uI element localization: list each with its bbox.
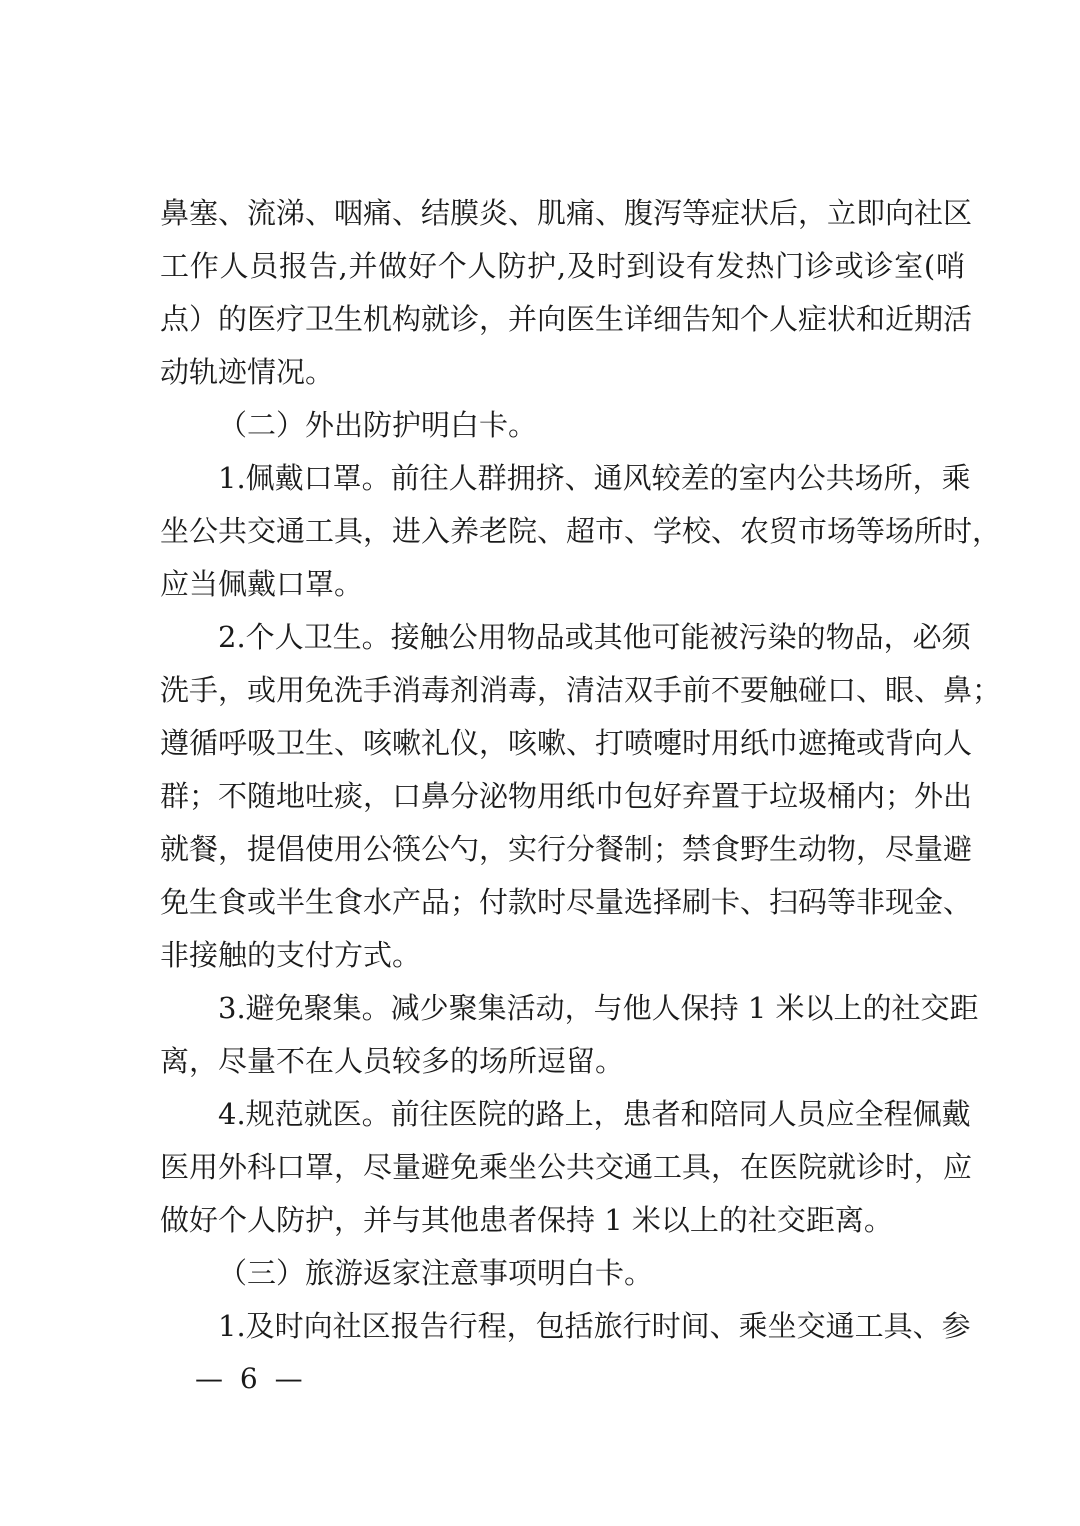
- text-line: 免生食或半生食水产品；付款时尽量选择刷卡、扫码等非现金、: [160, 885, 973, 919]
- page-number: — 6 —: [195, 1362, 307, 1395]
- text-line: 洗手，或用免洗手消毒剂消毒，清洁双手前不要触碰口、眼、鼻；: [160, 673, 1002, 707]
- text-line: 3.避免聚集。减少聚集活动，与他人保持 1 米以上的社交距: [218, 991, 979, 1025]
- text-line: 坐公共交通工具，进入养老院、超市、学校、农贸市场等场所时，: [160, 514, 1002, 548]
- text-line: 离，尽量不在人员较多的场所逗留。: [160, 1044, 625, 1078]
- text-line: 遵循呼吸卫生、咳嗽礼仪，咳嗽、打喷嚏时用纸巾遮掩或背向人: [160, 726, 973, 760]
- text-line: 2.个人卫生。接触公用物品或其他可能被污染的物品，必须: [218, 620, 971, 654]
- text-line: 就餐，提倡使用公筷公勺，实行分餐制；禁食野生动物，尽量避: [160, 832, 973, 866]
- text-line: 动轨迹情况。: [160, 355, 335, 389]
- text-line: 点）的医疗卫生机构就诊，并向医生详细告知个人症状和近期活: [160, 302, 973, 336]
- text-line: 群；不随地吐痰，口鼻分泌物用纸巾包好弃置于垃圾桶内；外出: [160, 779, 973, 813]
- text-line: 工作人员报告,并做好个人防护,及时到设有发热门诊或诊室(哨: [160, 249, 965, 283]
- text-line: 4.规范就医。前往医院的路上，患者和陪同人员应全程佩戴: [218, 1097, 971, 1131]
- text-line: 做好个人防护，并与其他患者保持 1 米以上的社交距离。: [160, 1203, 893, 1237]
- text-line: 医用外科口罩，尽量避免乘坐公共交通工具，在医院就诊时，应: [160, 1150, 973, 1184]
- text-line: 应当佩戴口罩。: [160, 567, 364, 601]
- text-line: 鼻塞、流涕、咽痛、结膜炎、肌痛、腹泻等症状后，立即向社区: [160, 196, 973, 230]
- text-line: 1.及时向社区报告行程，包括旅行时间、乘坐交通工具、参: [218, 1309, 971, 1343]
- text-line: 非接触的支付方式。: [160, 938, 422, 972]
- text-line: 1.佩戴口罩。前往人群拥挤、通风较差的室内公共场所，乘: [218, 461, 971, 495]
- section-heading: （三）旅游返家注意事项明白卡。: [218, 1256, 654, 1290]
- document-body: [160, 187, 1002, 1353]
- section-heading: （二）外出防护明白卡。: [218, 408, 538, 442]
